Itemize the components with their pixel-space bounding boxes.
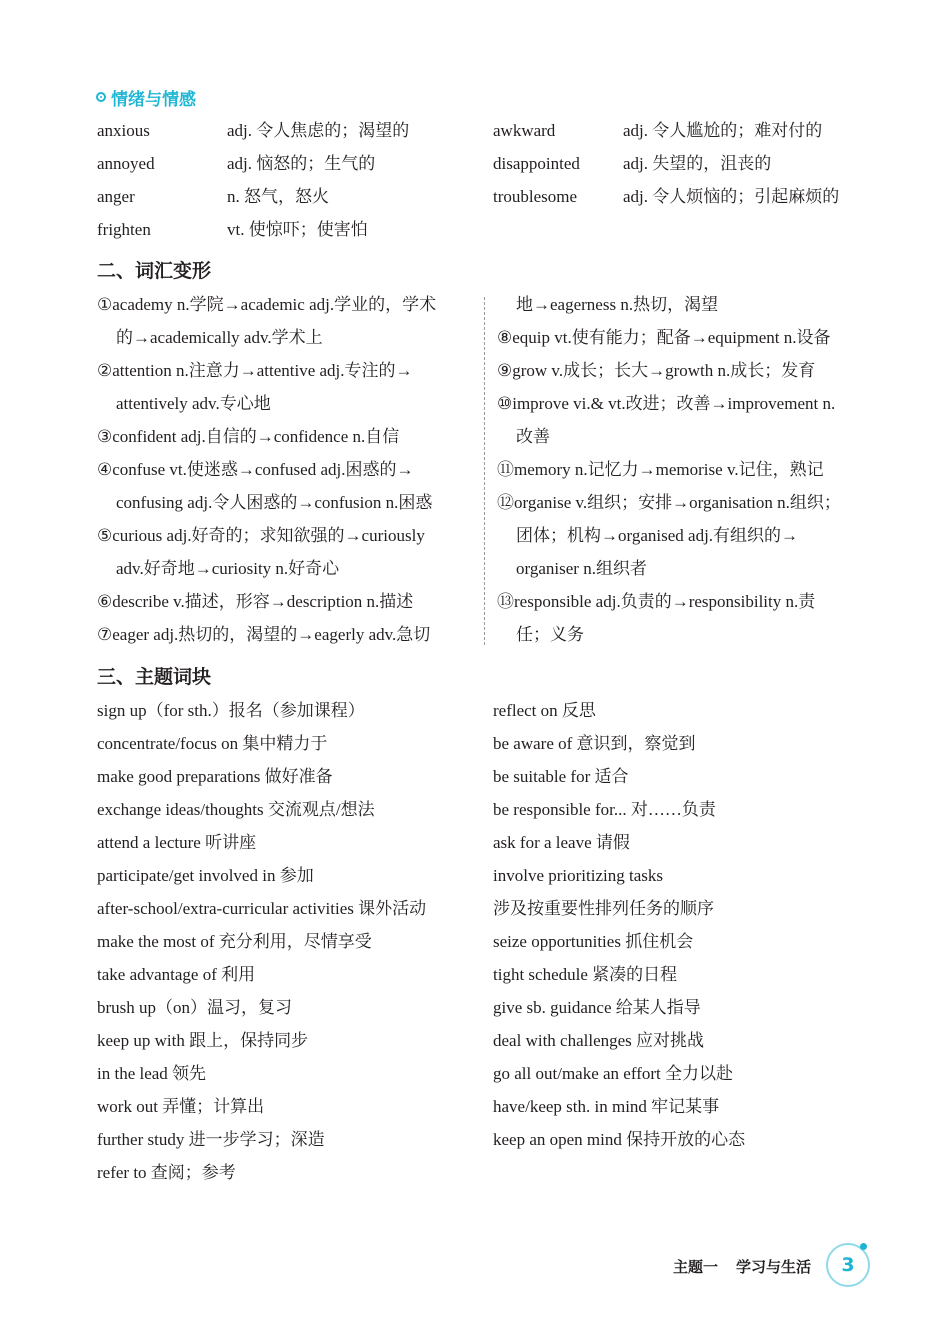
- word-form-line: ⑦eager adj.热切的，渴望的→eagerly adv.急切: [97, 625, 431, 644]
- phrase-item: participate/get involved in 参加: [97, 866, 314, 885]
- vocab-word: disappointed: [493, 154, 580, 173]
- phrase-item: work out 弄懂；计算出: [97, 1097, 265, 1116]
- footer-subtitle: 学习与生活: [736, 1258, 812, 1276]
- phrase-item: 涉及按重要性排列任务的顺序: [493, 899, 714, 918]
- word-form-line: confusing adj.令人困惑的→confusion n.困惑: [116, 493, 433, 512]
- word-form-line: ⑧equip vt.使有能力；配备→equipment n.设备: [497, 328, 831, 347]
- vocab-definition: adj. 令人烦恼的；引起麻烦的: [623, 187, 840, 206]
- footer-topic: 主题一: [673, 1258, 719, 1276]
- word-form-line: ⑪memory n.记忆力→memorise v.记住，熟记: [497, 460, 824, 479]
- word-form-line: ⑤curious adj.好奇的；求知欲强的→curiously: [97, 526, 425, 545]
- page-badge-dot-icon: [860, 1243, 867, 1250]
- section-title-theme-phrases: 三、主题词块: [97, 666, 212, 688]
- phrase-item: make good preparations 做好准备: [97, 767, 333, 786]
- phrase-item: in the lead 领先: [97, 1064, 207, 1083]
- phrase-item: attend a lecture 听讲座: [97, 833, 257, 852]
- phrase-item: be suitable for 适合: [493, 767, 629, 786]
- phrase-item: sign up（for sth.）报名（参加课程）: [97, 701, 365, 720]
- vocab-word: frighten: [97, 220, 151, 239]
- word-form-line: 任；义务: [516, 625, 584, 644]
- phrase-item: reflect on 反思: [493, 701, 596, 720]
- vocab-definition: adj. 恼怒的；生气的: [227, 154, 376, 173]
- phrase-item: keep up with 跟上，保持同步: [97, 1031, 309, 1050]
- category-title: 情绪与情感: [111, 89, 196, 110]
- word-form-line: ⑥describe v.描述，形容→description n.描述: [97, 592, 414, 611]
- phrase-item: be aware of 意识到，察觉到: [493, 734, 696, 753]
- vocab-word: awkward: [493, 121, 556, 140]
- vocab-word: anxious: [97, 121, 150, 140]
- word-form-line: attentively adv.专心地: [116, 394, 271, 413]
- vocab-word: troublesome: [493, 187, 578, 206]
- word-form-line: ①academy n.学院→academic adj.学业的，学术: [97, 295, 437, 314]
- word-form-line: ③confident adj.自信的→confidence n.自信: [97, 427, 400, 446]
- phrase-item: have/keep sth. in mind 牢记某事: [493, 1097, 720, 1116]
- phrase-item: refer to 查阅；参考: [97, 1163, 236, 1182]
- vocab-definition: adj. 失望的，沮丧的: [623, 154, 772, 173]
- phrase-item: after-school/extra-curricular activities 课外活动: [97, 899, 427, 918]
- word-form-line: ⑨grow v.成长；长大→growth n.成长；发育: [497, 361, 816, 380]
- vocab-word: anger: [97, 187, 135, 206]
- word-form-line: 改善: [516, 427, 550, 446]
- vocab-definition: vt. 使惊吓；使害怕: [227, 220, 368, 239]
- page-number: 3: [841, 1254, 855, 1276]
- phrase-item: further study 进一步学习；深造: [97, 1130, 325, 1149]
- phrase-item: deal with challenges 应对挑战: [493, 1031, 705, 1050]
- word-form-line: 团体；机构→organised adj.有组织的→: [516, 526, 799, 545]
- word-form-line: ⑬responsible adj.负责的→responsibility n.责: [497, 592, 816, 611]
- word-form-line: 的→academically adv.学术上: [116, 328, 323, 347]
- word-form-line: adv.好奇地→curiosity n.好奇心: [116, 559, 340, 578]
- phrase-item: keep an open mind 保持开放的心态: [493, 1130, 746, 1149]
- phrase-item: involve prioritizing tasks: [493, 866, 663, 885]
- vocab-definition: adj. 令人焦虑的；渴望的: [227, 121, 410, 140]
- phrase-item: seize opportunities 抓住机会: [493, 932, 694, 951]
- phrase-item: ask for a leave 请假: [493, 833, 630, 852]
- word-form-line: ②attention n.注意力→attentive adj.专注的→: [97, 361, 413, 380]
- phrase-item: concentrate/focus on 集中精力于: [97, 734, 328, 753]
- category-heading: [96, 86, 196, 108]
- phrase-item: brush up（on）温习，复习: [97, 998, 293, 1017]
- vocab-definition: adj. 令人尴尬的；难对付的: [623, 121, 823, 140]
- word-form-line: organiser n.组织者: [516, 559, 647, 578]
- column-divider: [484, 297, 485, 645]
- phrase-item: be responsible for... 对……负责: [493, 800, 716, 819]
- section-title-vocab-forms: 二、词汇变形: [97, 260, 212, 282]
- word-form-line: 地→eagerness n.热切，渴望: [516, 295, 719, 314]
- phrase-item: go all out/make an effort 全力以赴: [493, 1064, 733, 1083]
- phrase-item: give sb. guidance 给某人指导: [493, 998, 701, 1017]
- phrase-item: tight schedule 紧凑的日程: [493, 965, 678, 984]
- phrase-item: exchange ideas/thoughts 交流观点/想法: [97, 800, 375, 819]
- target-dot-icon: [96, 92, 106, 102]
- phrase-item: take advantage of 利用: [97, 965, 256, 984]
- word-form-line: ⑩improve vi.& vt.改进；改善→improvement n.: [497, 394, 836, 413]
- vocab-word: annoyed: [97, 154, 155, 173]
- word-form-line: ⑫organise v.组织；安排→organisation n.组织；: [497, 493, 841, 512]
- vocab-definition: n. 怒气，怒火: [227, 187, 329, 206]
- word-form-line: ④confuse vt.使迷惑→confused adj.困惑的→: [97, 460, 414, 479]
- phrase-item: make the most of 充分利用，尽情享受: [97, 932, 372, 951]
